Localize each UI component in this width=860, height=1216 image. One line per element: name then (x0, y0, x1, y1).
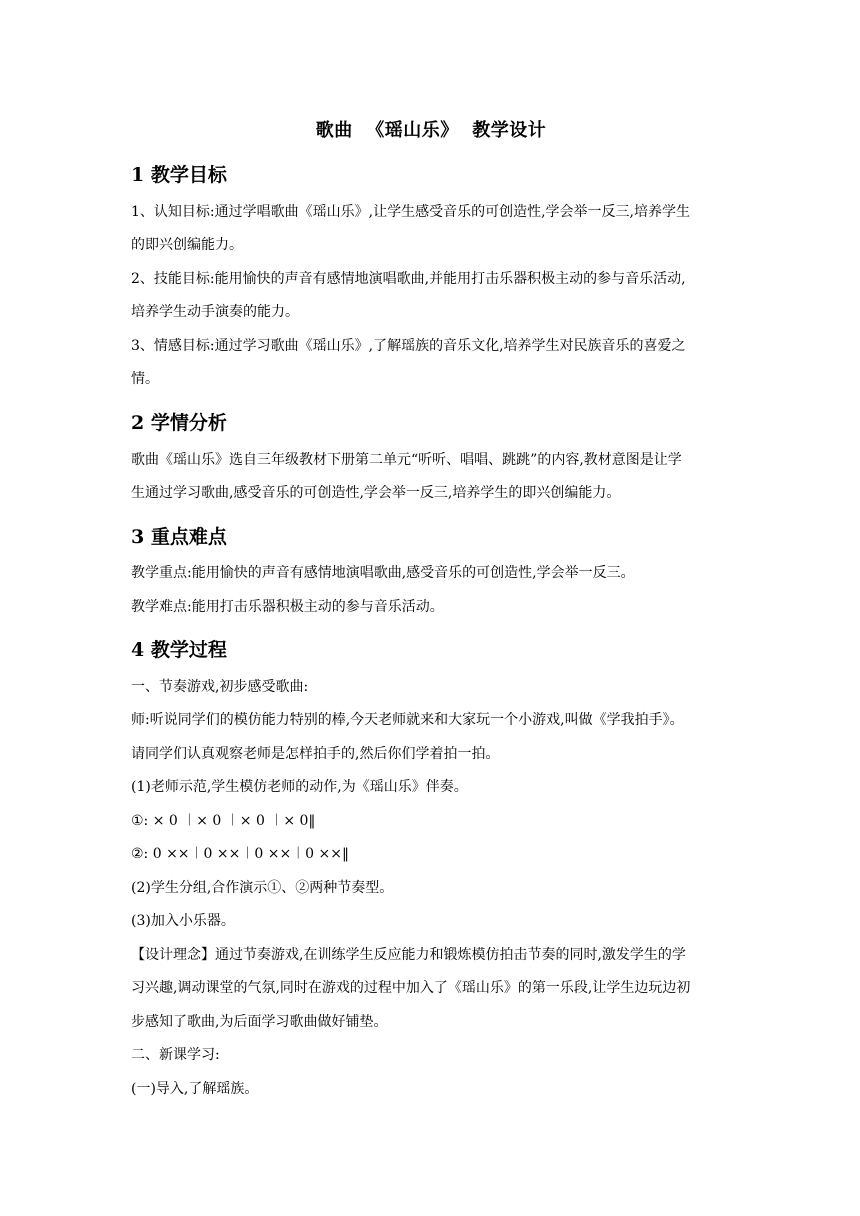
paragraph-line: 二、新课学习: (131, 1047, 220, 1063)
paragraph-line: 请同学们认真观察老师是怎样拍手的,然后你们学着拍一拍。 (131, 746, 500, 762)
section-heading-objectives: 1 教学目标 (131, 164, 227, 186)
section-heading-key-points: 3 重点难点 (131, 526, 227, 548)
rhythm-pattern-2: ②: 0 ××︱0 ××︱0 ××︱0 ××‖ (131, 846, 349, 862)
paragraph-line: 教学难点:能用打击乐器积极主动的参与音乐活动。 (131, 599, 444, 615)
paragraph-line: 的即兴创编能力。 (131, 237, 243, 253)
paragraph-line: 师:听说同学们的模仿能力特别的棒,今天老师就来和大家玩一个小游戏,叫做《学我拍手》。 (131, 712, 684, 728)
paragraph-line: 3、情感目标:通过学习歌曲《瑶山乐》,了解瑶族的音乐文化,培养学生对民族音乐的喜爱之 (131, 338, 686, 354)
paragraph-line: 教学重点:能用愉快的声音有感情地演唱歌曲,感受音乐的可创造性,学会举一反三。 (131, 565, 635, 581)
paragraph-line: (3)加入小乐器。 (131, 913, 235, 929)
section-heading-process: 4 教学过程 (131, 639, 227, 661)
section-heading-analysis: 2 学情分析 (131, 412, 227, 434)
paragraph-line: 情。 (131, 371, 159, 387)
paragraph-line: 生通过学习歌曲,感受音乐的可创造性,学会举一反三,培养学生的即兴创编能力。 (131, 485, 621, 501)
paragraph-line: (2)学生分组,合作演示①、②两种节奏型。 (131, 880, 394, 896)
paragraph-line: 培养学生动手演奏的能力。 (131, 304, 299, 320)
paragraph-line: 歌曲《瑶山乐》选自三年级教材下册第二单元“听听、唱唱、跳跳”的内容,教材意图是让学 (131, 452, 682, 468)
rhythm-pattern-1: ①: × 0 ︱× 0 ︱× 0 ︱× 0‖ (131, 813, 316, 829)
design-concept-line: 步感知了歌曲,为后面学习歌曲做好铺垫。 (131, 1014, 388, 1030)
paragraph-line: 1、认知目标:通过学唱歌曲《瑶山乐》,让学生感受音乐的可创造性,学会举一反三,培养学生 (131, 204, 690, 220)
paragraph-line: (1)老师示范,学生模仿老师的动作,为《瑶山乐》伴奏。 (131, 779, 468, 795)
design-concept-line: 习兴趣,调动课堂的气氛,同时在游戏的过程中加入了《瑶山乐》的第一乐段,让学生边玩边初 (131, 980, 691, 996)
paragraph-line: 2、技能目标:能用愉快的声音有感情地演唱歌曲,并能用打击乐器积极主动的参与音乐活动, (131, 271, 686, 287)
design-concept-line: 【设计理念】通过节奏游戏,在训练学生反应能力和锻炼模仿拍击节奏的同时,激发学生的学 (131, 947, 686, 963)
document-title: 歌曲 《瑶山乐》 教学设计 (315, 120, 547, 141)
paragraph-line: 一、节奏游戏,初步感受歌曲: (131, 679, 309, 695)
paragraph-line: (一)导入,了解瑶族。 (131, 1081, 259, 1097)
